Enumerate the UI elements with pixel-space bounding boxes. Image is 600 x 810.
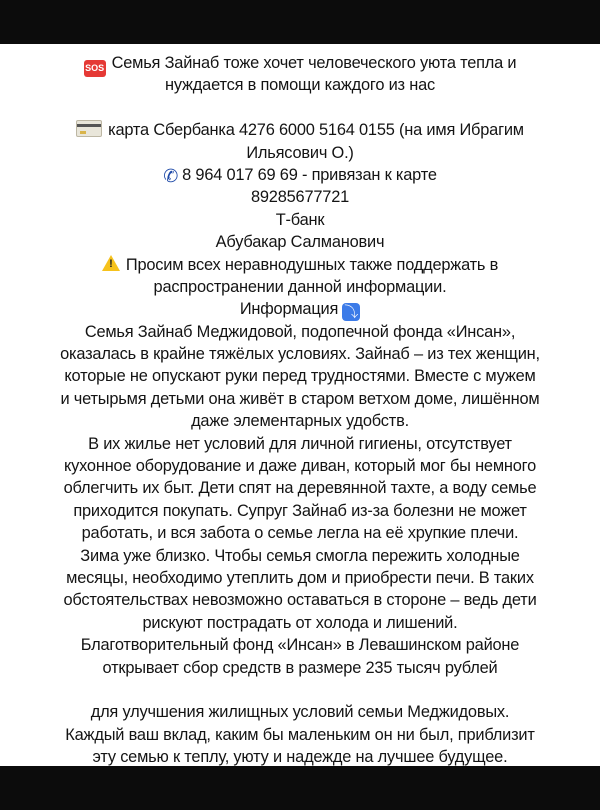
text-line: для улучшения жилищных условий семьи Меджидовых. [90,703,510,722]
sos-icon: SOS [84,60,106,77]
text-line: обстоятельствах невозможно оставаться в стороне – ведь дети [63,591,537,610]
text-line: Семья Зайнаб Меджидовой, подопечной фонда «Инсан», [84,322,516,341]
text-line: которые не опускают руки перед трудностями. Вместе с мужем [64,367,536,386]
blank-line [0,679,600,701]
text-line: рискуют пострадать от холода и лишений. [142,613,458,632]
text-line: карта Сбербанка 4276 6000 5164 0155 (на имя Ибрагим [0,119,600,141]
warning-icon: ! [102,255,120,271]
text-line: В их жилье нет условий для личной гигиены, отсутствует [88,434,512,453]
text-line: Абубакар Салманович [215,233,385,252]
document-text [0,52,600,769]
text-line: облегчить их быт. Дети спят на деревянной тахте, а воду семье [63,479,537,498]
text-line: Информация ⤵ [0,298,600,320]
credit-card-icon [76,120,102,137]
text-line: Т-банк [275,210,325,229]
text-line: нуждается в помощи каждого из нас [165,76,435,95]
text-line: Благотворительный фонд «Инсан» в Левашинском районе [80,636,520,655]
text-line: эту семью к теплу, уюту и надежде на лучшее будущее. [92,748,508,767]
phone-line: ✆ 8 964 017 69 69 - привязан к карте [163,165,437,186]
text-line: Зима уже близко. Чтобы семья смогла пережить холодные [80,546,520,565]
text-line: приходится покупать. Супруг Зайнаб из-за болезни не может [73,501,527,520]
down-right-arrow-icon: ⤵ [342,303,360,321]
telephone-icon: ✆ [163,165,179,186]
text-line: кухонное оборудование и даже диван, который мог бы немного [63,457,537,476]
text-line: SOS Семья Зайнаб тоже хочет человеческого уюта тепла и [0,52,600,74]
text-line: месяцы, необходимо утеплить дом и приобрести печи. В таких [66,568,534,587]
text-line: работать, и вся забота о семье легла на её хрупкие плечи. [81,524,519,543]
text-line: Ильясович О.) [246,143,354,162]
text-line: распространении данной информации. [153,277,447,296]
text-line: и четырьмя детьми она живёт в старом ветхом доме, лишённом [60,389,540,408]
text-line: открывает сбор средств в размере 235 тысяч рублей [102,658,498,677]
document-page [0,44,600,766]
bottom-dark-bar [0,766,600,810]
top-dark-bar [0,0,600,44]
text-line: 89285677721 [250,188,350,207]
text-line: ! Просим всех неравнодушных также поддержать в [0,254,600,276]
text-line: Каждый ваш вклад, каким бы маленьким он ни был, приблизит [65,725,535,744]
text-line: оказалась в крайне тяжёлых условиях. Зайнаб – из тех женщин, [60,345,540,364]
text-line: даже элементарных удобств. [191,412,409,431]
blank-line [0,97,600,119]
